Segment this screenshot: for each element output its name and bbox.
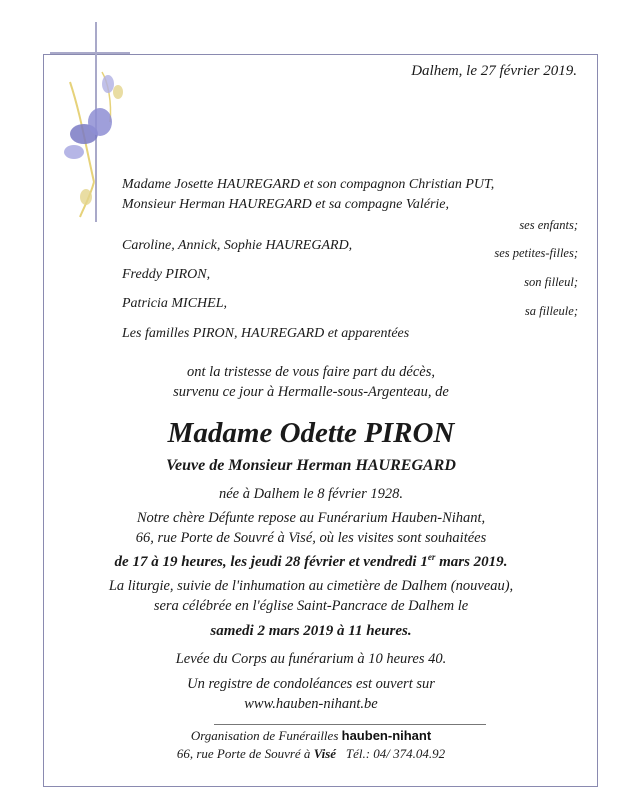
footer-address: 66, rue Porte de Souvré à Visé Tél.: 04/ 374.04.92 xyxy=(176,746,446,761)
family-line-5: Patricia MICHEL, xyxy=(122,296,227,311)
date-line: Dalhem, le 27 février 2019. xyxy=(411,63,577,79)
liturgy-line-2: sera célébrée en l'église Saint-Pancrace de Dalhem le xyxy=(153,598,469,614)
registry-url[interactable]: www.hauben-nihant.be xyxy=(244,696,378,712)
role-enfants: ses enfants; xyxy=(519,218,578,232)
family-line-6: Les familles PIRON, HAUREGARD et apparentées xyxy=(122,326,410,341)
repose-line-1: Notre chère Défunte repose au Funérarium Hauben-Nihant, xyxy=(136,510,486,526)
role-filleule: sa filleule; xyxy=(524,304,578,318)
role-filleul: son filleul; xyxy=(524,275,578,289)
family-line-4: Freddy PIRON, xyxy=(122,267,211,282)
ceremony-date: samedi 2 mars 2019 à 11 heures. xyxy=(210,623,412,639)
repose-line-2: 66, rue Porte de Souvré à Visé, où les visites sont souhaitées xyxy=(135,530,487,546)
role-petites-filles: ses petites-filles; xyxy=(494,246,578,260)
announcement-line-1: ont la tristesse de vous faire part du décès, xyxy=(187,364,435,380)
widow-line: Veuve de Monsieur Herman HAUREGARD xyxy=(166,457,456,474)
family-line-1: Madame Josette HAUREGARD et son compagnon Christian PUT, xyxy=(122,177,495,192)
footer-divider xyxy=(214,724,486,725)
organisation-line: Organisation de Funérailles hauben-nihant xyxy=(190,728,432,743)
family-line-3: Caroline, Annick, Sophie HAUREGARD, xyxy=(122,238,353,253)
cross-flower-icon xyxy=(50,22,130,222)
visiting-hours: de 17 à 19 heures, les jeudi 28 février et vendredi 1er mars 2019. xyxy=(114,552,508,570)
levee-line: Levée du Corps au funérarium à 10 heures 40. xyxy=(175,651,447,667)
birth-line: née à Dalhem le 8 février 1928. xyxy=(218,486,404,502)
family-line-2: Monsieur Herman HAUREGARD et sa compagne Valérie, xyxy=(122,197,449,212)
brand-logo-text: hauben-nihant xyxy=(341,728,432,743)
liturgy-line-1: La liturgie, suivie de l'inhumation au cimetière de Dalhem (nouveau), xyxy=(108,578,514,594)
registry-line-1: Un registre de condoléances est ouvert sur xyxy=(187,676,435,692)
deceased-name: Madame Odette PIRON xyxy=(167,417,455,449)
announcement-line-2: survenu ce jour à Hermalle-sous-Argenteau, de xyxy=(173,384,449,400)
